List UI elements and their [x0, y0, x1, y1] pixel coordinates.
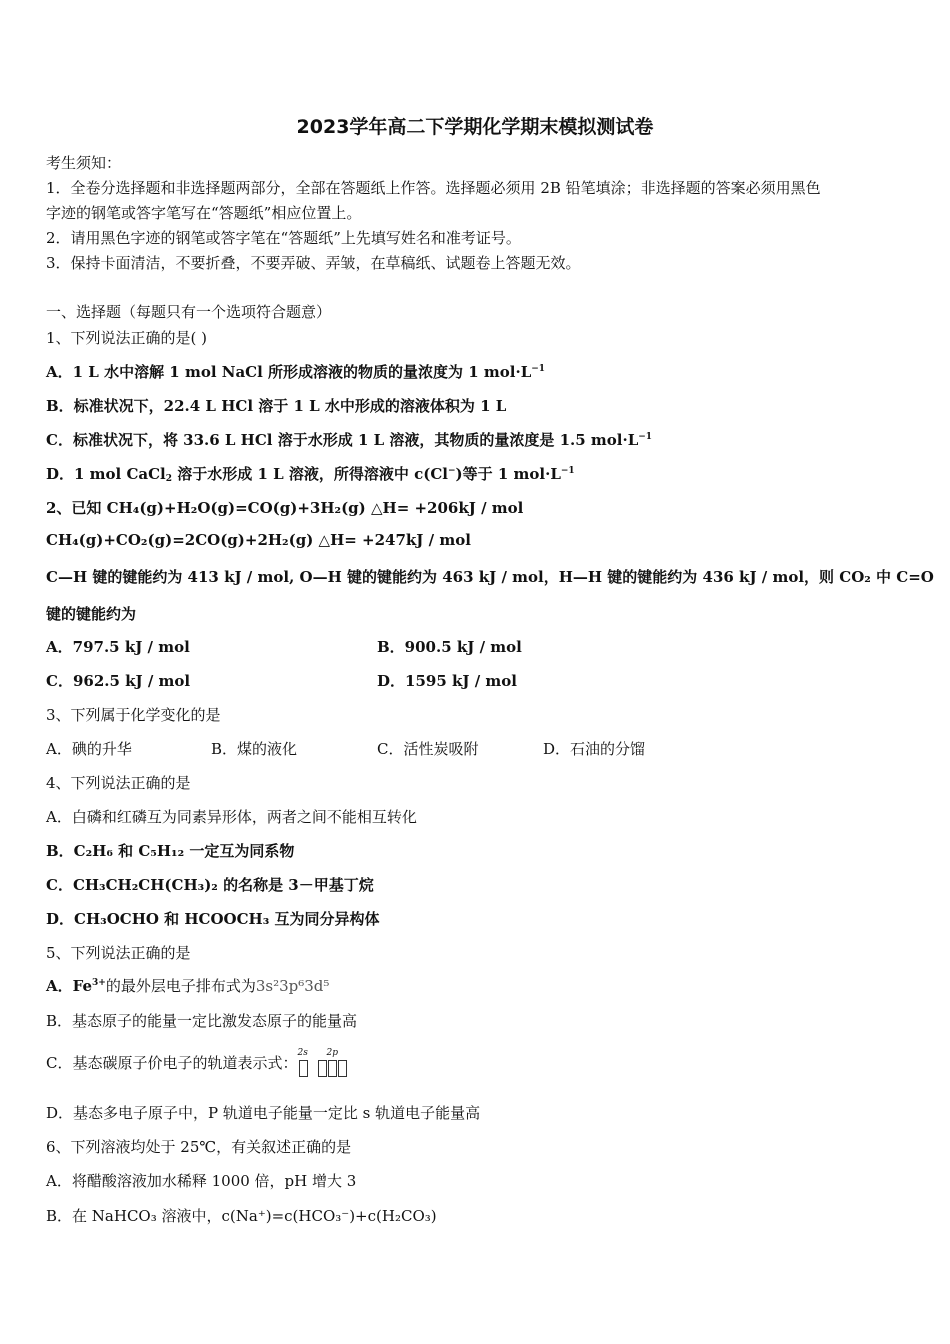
q2-option-d: D．1595 kJ / mol [377, 672, 517, 690]
q3-stem: 3、下列属于化学变化的是 [46, 706, 221, 724]
q5-option-d: D．基态多电子原子中，P 轨道电子能量一定比 s 轨道电子能量高 [46, 1104, 481, 1122]
page-title: 2023学年高二下学期化学期末模拟测试卷 [296, 116, 654, 138]
q4-stem: 4、下列说法正确的是 [46, 774, 191, 792]
q5-option-b: B．基态原子的能量一定比激发态原子的能量高 [46, 1012, 358, 1030]
q2-option-c: C．962.5 kJ / mol [46, 672, 191, 690]
q3-option-d: D．石油的分馏 [543, 740, 646, 758]
q2-condition-b: 键的键能约为 [46, 605, 137, 623]
q1-option-d: D．1 mol CaCl$_2$ 溶于水形成 1 L 溶液，所得溶液中 c(Cl−)等于 1 $mol\cdot L^{-1}$ [46, 465, 575, 484]
orbital-box-2p-1 [318, 1060, 327, 1077]
q4-option-b: B．C₂H₆ 和 C₅H₁₂ 一定互为同系物 [46, 842, 295, 860]
q6-option-b: B．在 NaHCO₃ 溶液中，c(Na⁺)=c(HCO₃⁻)+c(H₂CO₃) [46, 1207, 437, 1225]
notice-heading: 考生须知： [46, 154, 122, 172]
q2-condition-a: C—H 键的键能约为 413 kJ / mol, O—H 键的键能约为 463 kJ / mol，H—H 键的键能约为 436 kJ / mol，则 CO₂ 中 C=O [46, 568, 934, 586]
orbital-box-2p-3 [338, 1060, 347, 1077]
orbital-diagram: 2s 2p [297, 1048, 349, 1076]
q4-option-c: C．CH₃CH₂CH(CH₃)₂ 的名称是 3－甲基丁烷 [46, 876, 374, 894]
q4-option-a: A．白磷和红磷互为同素异形体，两者之间不能相互转化 [46, 808, 417, 826]
notice-line-3: 3．保持卡面清洁，不要折叠，不要弄破、弄皱，在草稿纸、试题卷上答题无效。 [46, 254, 581, 272]
notice-line-1b: 字迹的钢笔或答字笔写在“答题纸”相应位置上。 [46, 204, 362, 222]
q6-stem: 6、下列溶液均处于 25℃，有关叙述正确的是 [46, 1138, 352, 1156]
q1-option-c: C．标准状况下，将 33.6 L HCl 溶于水形成 1 L 溶液，其物质的量浓度是 1.5 $mol\cdot L^{-1}$ [46, 431, 653, 449]
section-heading: 一、选择题（每题只有一个选项符合题意） [46, 303, 332, 321]
q5-option-c: C．基态碳原子价电子的轨道表示式： 2s 2p [46, 1048, 349, 1076]
q2-equation-2: CH₄(g)+CO₂(g)=2CO(g)+2H₂(g) △H= +247kJ / mol [46, 531, 471, 549]
notice-line-1a: 1．全卷分选择题和非选择题两部分，全部在答题纸上作答。选择题必须用 2B 铅笔填涂；非选择题的答案必须用黑色 [46, 179, 821, 197]
q1-option-b: B．标准状况下，22.4 L HCl 溶于 1 L 水中形成的溶液体积为 1 L [46, 397, 507, 415]
notice-line-2: 2．请用黑色字迹的钢笔或答字笔在“答题纸”上先填写姓名和准考证号。 [46, 229, 521, 247]
q1-option-a: A．1 L 水中溶解 1 mol NaCl 所形成溶液的物质的量浓度为 1 $mol\cdot L^{-1}$ [46, 363, 546, 381]
q2-option-a: A．797.5 kJ / mol [46, 638, 190, 656]
q1-stem: 1、下列说法正确的是( ) [46, 329, 208, 347]
q6-option-a: A．将醋酸溶液加水稀释 1000 倍，pH 增大 3 [46, 1172, 357, 1190]
orbital-box-2s [299, 1060, 308, 1077]
q3-option-a: A．碘的升华 [46, 740, 132, 758]
q5-option-a: A．$Fe^{3+}$的最外层电子排布式为3s²3p⁶3d⁵ [46, 977, 330, 995]
q2-option-b: B．900.5 kJ / mol [377, 638, 522, 656]
q3-option-c: C．活性炭吸附 [377, 740, 479, 758]
q4-option-d: D．CH₃OCHO 和 HCOOCH₃ 互为同分异构体 [46, 910, 380, 928]
orbital-box-2p-2 [328, 1060, 337, 1077]
q3-option-b: B．煤的液化 [211, 740, 298, 758]
electron-config: 3s²3p⁶3d⁵ [255, 977, 330, 995]
q2-stem: 2、已知 CH₄(g)+H₂O(g)=CO(g)+3H₂(g) △H= +206kJ / mol [46, 499, 524, 517]
q5-stem: 5、下列说法正确的是 [46, 944, 191, 962]
